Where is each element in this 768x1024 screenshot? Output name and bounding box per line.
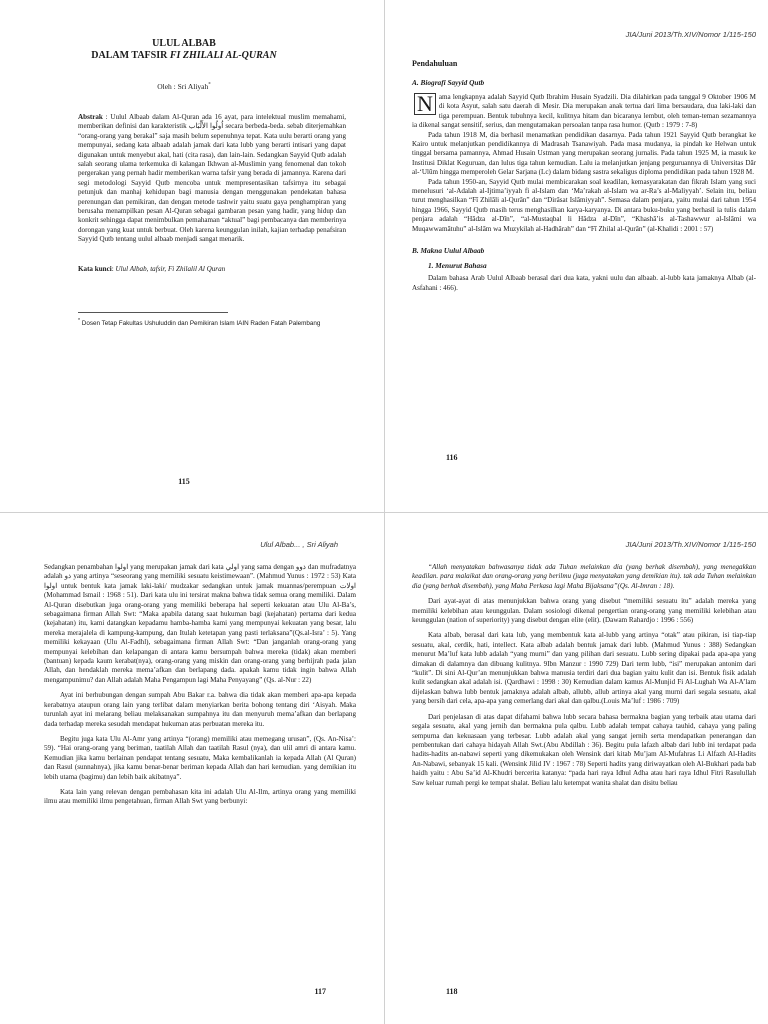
title-line-2 [8,50,360,62]
keywords-text: Ulul Albab, tafsir, Fi Zhilalil Al Quran [115,264,226,273]
footnote-rule [78,312,228,313]
drop-cap: N [414,93,436,115]
paragraph: Dalam bahasa Arab Uulul Albaab berasal dari dua kata, yakni uulu dan albaab. al-lubb kata jamaknya Albab (al-Asfahani : 466). [412,274,756,292]
paragraph: Pada tahun 1950-an, Sayyid Qutb mulai membicarakan soal keadilan, kemasyarakatan dan fikrah Islam yang suci menelusuri ‘al-Adalah al-Ijtima’iyyah fi al-Islam dan ‘Ma’rakah al-Islam wa ar-Ra’s al-Maliyyah’. Selain itu, beliau turut menghasilkan “Fī Zhilāli al-Qurān” dan “Dirāsat Islāmiyyah”. Semasa dalam penjara, yaitu mulai dari tahun 1954 hingga 1966, Sayyid Qutb masih terus menghasilkan karya-karyanya. Di antara buku-buku yang berhasil ia tulis dalam penjara adalah “Hādza al-Dīn”, “al-Mustaqbal li Hādza al-Dīn”, “Khashā’is al-Tashawwur al-Islāmi wa Muqawwamātuhu” al-Islām wa Muzykilah al-Hadhārah” dan “Fī Zhilal al-Qurān” (al-Khalidi : 2001 : 57) [412,177,756,233]
paragraph: ama lengkapnya adalah Sayyid Qutb Ibrahim Husain Syadzili. Dia dilahirkan pada tanggal 9 Oktober 1906 M di kota Asyut, salah satu daerah di Mesir. Dia merupakan anak tertua dari lima bersaudara, dua laki-laki dan tiga perempuan. Bentuk tubuhnya kecil, kulitnya hitam dan bicaranya lembut, oleh teman-teman sezamannya ia dikenal sangat sensitif, serius, dan mengutamakan persoalan tanpa rasa humor. (Qutb : 1979 : 7-8) [412,93,756,130]
article-title [8,38,360,62]
running-head: Ulul Albab... , Sri Aliyah [260,540,338,549]
quote-paragraph: “Allah menyatakan bahwasanya tidak ada Tuhan melainkan dia (yang berhak disembah), yang menegakkan keadilan. para malaikat dan orang-orang yang berilmu (juga menyatakan yang demikian itu). tak ada Tuhan melainkan dia (yang berhak disembah), yang Maha Perkasa lagi Maha Bijaksana”(Qs. Al-Imran : 18). [412,563,756,590]
author-line [8,82,360,91]
running-head: JIA/Juni 2013/Th.XIV/Nomor 1/115-150 [625,540,756,549]
section-heading: Pendahuluan [412,59,458,68]
subheading-makna: B. Makna Uulul Albaab [412,246,485,256]
author-name: Oleh : Sri Aliyah [157,82,209,91]
paragraph: Kata lain yang relevan dengan pembahasan kita ini adalah Ulu Al-Ilm, artinya orang yang memiliki ilmu atau memiliki ilmu pengetahuan, firman Allah Swt yang berbunyi: [44,787,356,806]
body-text [408,93,760,234]
footnote-text: Dosen Tetap Fakultas Ushuluddin dan Pemikiran Islam IAIN Raden Fatah Palembang [81,320,321,328]
page-number-115: 115 [178,477,190,486]
abstract-text: Uulul Albaab dalam Al-Quran ada 16 ayat, para intelektual muslim memahami, memberikan definisi dan karakteristik اُولُوا الأَلْبَاب secara berbeda-beda. sebab diterjemahkan “orang-orang yang berakal” saja masih belum sepenuhnya tepat. Kata uulu berarti orang yang mempunyai, sedang kata albaab adalah jamak dari kata lubb yang berarti intisari yang dapat digunakan untuk menyebut akal, hati (cita rasa), dan lain-lain. Sedangkan Sayyid Qutb adalah salah seorang ulama terkemuka di kalangan Ikhwan al-Muslimin yang fenomenal dan tokoh pergerakan yang pernah hadir memberikan warna tafsir yang berada di jamannya. Karena dari segi metodologi Sayyid Qutb mencoba untuk mempresentasikan tafsirnya itu sebagai petunjuk dan manhaj kehidupan bagi manusia dengan menggunakan pendekatan bahasa perenungan dan pemikiran, dan dengan metode tashwir yaitu suatu gaya penghampiran yang berusaha menampilkan pesan Al-Quran sebagai gambaran pesan yang hadir, yang hidup dan konkrit sehingga dapat menimbulkan pemahaman “aktual” bagi pembacanya dan memberinya dorongan yang kuat untuk berbuat. Oleh karena keunggulan inilah, kajian terhadap penafsiran Sayyid Qutb tentang uulul albaab menjadi sangat menarik. [78,113,347,244]
footnote-mark: * [78,318,81,325]
body-text [408,563,760,788]
keywords-label: Kata kunci [78,264,112,273]
subheading-menurut-bahasa: 1. Menurut Bahasa [428,261,487,271]
title-line-1: ULUL ALBAB [152,38,216,49]
page-number-117: 117 [314,987,326,996]
paragraph: Dari ayat-ayat di atas menunjukkan bahwa orang yang disebut “memiliki sesuatu itu” adalah mereka yang memiliki kelebihan atau keunggulan. Dalam sosiologi dikenal pengertian orang-orang yang memiliki kelebihan atau keunggulan (nation of superiority) yang disebut dengan elite (elit). (Dawam Rahardjo : 1996 : 556) [412,597,756,625]
page-number-116: 116 [446,453,458,462]
title-line-2-italic: FI ZHILALI AL-QURAN [169,50,277,61]
paragraph: Dari penjelasan di atas dapat difahami bahwa lubb secara bahasa bermakna bagian yang terbaik atau utama dari segala sesuatu, akal yang jernih dan bermakna pula qalbu. Lubb adalah tempat cahaya tauhid, cahaya yang paling sempurna dan kekuasaan yang terbesar. Lubb adalah akal yang sangat jernih serta mendapatkan penerangan dan pembentukan dari cahaya hidayah Allah Swt.(Abu Abdillah : 36). Begitu pula lafazh albab dari lubb ini terdapat pada hadits-hadits an-nabawi seperti yang dikemukakan oleh Wensink dari kitab Mu’jam Al-Mufahras Li Alfazh Al-Hadits An-Nabawi, sebanyak 15 kali. (Wensink Jilid IV : 1967 : 78) Seperti hadits yang diriwayatkan oleh Al-Bukhari pada bab haidh yaitu : Abu Sa’id Al-Khudri bercerita katanya: “pada hari raya Idhul Adha atau hari raya Idhul Fitri Rasulullah Saw keluar rumah pergi ke tempat shalat. Beliau lalu ketempat wanita shalat dan disitu beliau [412,712,756,787]
page-gutter-horizontal [0,512,768,513]
keywords: Kata kunci: Ulul Albab, tafsir, Fi Zhilalil Al Quran [78,264,226,273]
paragraph: Sedangkan penambahan اولوا yang merupakan jamak dari kata اولي yang sama dengan ذوو dan mufradatnya adalah ذو yang artinya “seseorang yang memiliki sesuatu keistimewaan”. (Mahmud Yunus : 1972 : 53) Kata اولوا untuk bentuk kata jamak laki-laki/ mudzakar sedangkan untuk jamak muannas/perempuan اولات (Mohammad Ismail : 1968 : 51). Dari kata ulu ini tersirat makna bahwa tidak semua orang memiliki. Dalam Al-Quran disebutkan juga orang-orang yang memiliki beberapa hal seperti kekuatan atau Ulu Al-Ba’s, sebagaimana firman Allah Swt: “Maka apabila datang saat hukuman bagi (kejahatan) pertama dari kedua (kejahatan) itu, kami datangkan kepadamu hamba-hamba kami yang mempunyai kekuatan yang besar, lalu mereka merajalela di kampung-kampung, dan Itulah ketetapan yang pasti terlaksana”(Qs.al-Isra’ : 5). Yang memiliki kekayaan (Ulu Al-Fadhl), sebagaimana firman Allah Swt: “Dan janganlah orang-orang yang mempunyai kelebihan dan kelapangan di antara kamu bersumpah bahwa mereka (tidak) akan memberi (bantuan) kepada kaum kerabat(nya), orang-orang yang miskin dan orang-orang yang berhijrah pada jalan Allah, dan hendaklah mereka mema’afkan dan berlapang dada. apakah kamu tidak ingin bahwa Allah mengampunimu? dan Allah adalah Maha Pengampun lagi Maha Penyayang” (Qs. al-Nur : 22) [44,563,357,684]
paragraph: Begitu juga kata Ulu Al-Amr yang artinya “(orang) memiliki atau memegang urusan”, (Qs. An-Nisa’: 59). “Hai orang-orang yang beriman, taatilah Allah dan taatilah Rasul (nya), dan ulil amri di antara kamu. Kemudian jika kamu berlainan pendapat tentang sesuatu, Maka kembalikanlah ia kepada Allah (Al Quran) dan Rasul (sunnahnya), jika kamu benar-benar beriman kepada Allah dan hari kemudian. yang demikian itu lebih utama (bagimu) dan lebih baik akibatnya”. [44,734,356,781]
title-line-2-prefix: DALAM TAFSIR [91,50,170,61]
page-117 [8,518,360,1016]
paragraph: Ayat ini berhubungan dengan sumpah Abu Bakar r.a. bahwa dia tidak akan memberi apa-apa kepada kerabatnya ataupun orang lain yang terlibat dalam menyiarkan berita bohong tentang diri ‘Aisyah. Maka turunlah ayat ini melarang beliau melaksanakan sumpahnya itu dan menyuruh mema’afkan dan berlapang dada terhadap mereka sesudah mendapat hukuman atas perbuatan mereka itu. [44,691,356,728]
author-footnote-mark: * [208,82,211,88]
page-number-118: 118 [446,987,458,996]
paragraph: Pada tahun 1918 M, dia berhasil menamatkan pendidikan dasarnya. Pada tahun 1921 Sayyid Qutb berangkat ke Kairo untuk melanjutkan pendidikannya di Madrasah Tsanawiyah. Pada masa mudanya, ia pindah ke Helwan untuk tinggal bersama pamannya, Ahmad Husain Ustman yang merupakan seorang jurnalis. Pada tahun 1925 M, ia masuk ke Institusi Diklat Keguruan, dan lulus tiga tahun kemudian. Lalu ia melanjutkan jenjang perguruannya di Universitas Dār al-‘Ulūm hingga memperoleh Gelar Sarjana (Lc) dalam bidang sastra sekaligus diploma pendidikan pada tahun 1928 M. [412,130,756,177]
page-116 [408,8,760,506]
body-text-2 [408,274,760,293]
body-text [8,563,360,807]
page-115 [8,8,360,506]
running-head: JIA/Juni 2013/Th.XIV/Nomor 1/115-150 [625,30,756,39]
paragraph: Kata albab, berasal dari kata lub, yang membentuk kata al-lubb yang artinya “otak” atau pikiran, isi tiap-tiap sesuatu, akal, cerdik, hati, intellect. Kata albab adalah bentuk jamak dari lubb. (Mahmud Yunus : 388) Sedangkan menurut Ma’luf kata lubb adalah “yang murni” dan yang pilihan dari sesuatu. Lubb sering dipakai pada apa-apa yang dimakan di dalamnya dan dibuang kulitnya. 9Ibn Manzur : 1990 729) Dari term lubb, “isi” merupakan antonim dari “kulit”. Di sini Al-Qur’an menunjukkan bahwa manusia terdiri dari dua bagian yaitu kulit dan isi. Bentuk fisik adalah kulit sedangkan akal adalah isi. (Qardhawi : 1998 : 30) Kemudian dalam kamus Al-Munjid Fi Al-Lughah Wa Al-A’lam dijelaskan bahwa lubb bentuk jamaknya adalah albab, allubb, allub artinya akal yang murni dari segala sesuatu, akal yang bersih dari cela, apa-apa yang cemerlang dari akal dan qalbu.(Louis Ma’luf : 1986 : 709) [412,631,756,706]
abstract-label: Abstrak [78,113,103,121]
footnote [78,317,350,328]
page-118 [408,518,760,1016]
subheading-biografi: A. Biografi Sayyid Qutb [412,78,485,87]
abstract: Abstrak : Uulul Albaab dalam Al-Quran ada 16 ayat, para intelektual muslim memahami, memberikan definisi dan karakteristik اُولُوا الأَلْبَاب secara berbeda-beda. sebab diterjemahkan “orang-orang yang berakal” saja masih belum sepenuhnya tepat. Kata uulu berarti orang yang mempunyai, sedang kata albaab adalah jamak dari kata lubb yang berarti intisari yang dapat digunakan untuk menyebut akal, hati (cita rasa), dan lain-lain. Sedangkan Sayyid Qutb adalah salah seorang ulama terkemuka di kalangan Ikhwan al-Muslimin yang fenomenal dan tokoh pergerakan yang pernah hadir memberikan warna tafsir yang berada di jamannya. Karena dari segi metodologi Sayyid Qutb mencoba untuk mempresentasikan tafsirnya itu sebagai petunjuk dan manhaj kehidupan bagi manusia dengan menggunakan pendekatan bahasa perenungan dan pemikiran, dan dengan metode tashwir yaitu suatu gaya penghampiran yang berusaha menampilkan pesan Al-Quran sebagai gambaran pesan yang hadir, yang hidup dan konkrit sehingga dapat menimbulkan pemahaman “aktual” bagi pembacanya dan memberinya dorongan yang kuat untuk berbuat. Oleh karena keunggulan inilah, kajian terhadap penafsiran Sayyid Qutb tentang uulul albaab menjadi sangat menarik. [78,113,347,244]
